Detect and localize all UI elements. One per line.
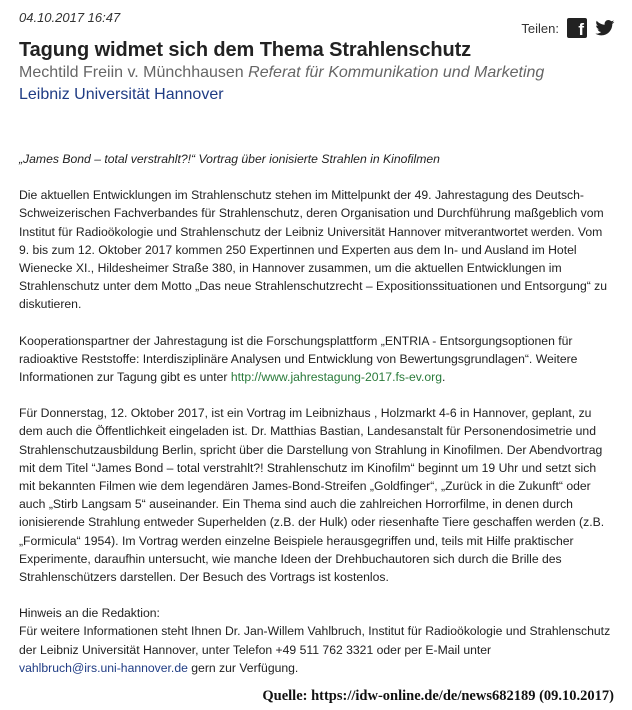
paragraph-2-end: . — [441, 370, 446, 385]
editor-note — [19, 604, 615, 677]
twitter-icon[interactable] — [595, 20, 615, 36]
share-label: Teilen: — [521, 20, 559, 36]
facebook-icon[interactable] — [567, 18, 587, 38]
paragraph-2-text: Kooperationspartner der Jahrestagung ist die Forschungsplattform „ENTRIA - Entsorgungsoptionen für radioaktive Reststoffe: Interdisziplinäre Analysen und Entwicklung von Bewertungsgrundlagen“. Weitere Informationen zur Tagung gibt es unter — [19, 333, 578, 385]
article-subtitle: „James Bond – total verstrahlt?!“ Vortrag über ionisierte Strahlen in Kinofilmen — [19, 152, 440, 166]
editor-note-end: gern zur Verfügung. — [187, 660, 299, 675]
author-line — [19, 64, 544, 82]
share-bar — [521, 18, 615, 38]
paragraph-3: Für Donnerstag, 12. Oktober 2017, ist ein Vortrag im Leibnizhaus , Holzmarkt 4-6 in Hannover, geplant, zu dem auch die Öffentlichkeit eingeladen ist. Dr. Matthias Bastian, Landesanstalt für Personendosimetrie und Strahlenschutzausbildung Berlin, spricht über die Darstellung von Strahlung in Kinofilmen. Der Abendvortrag mit dem Titel “James Bond – total verstrahlt?! Strahlenschutz im Kinofilm“ beginnt um 19 Uhr und setzt sich mit bekannten Filmen wie dem legendären James-Bond-Streifen „Goldfinger“, „Zurück in die Zukunft“ oder auch „Stirb Langsam 5“ auseinander. Ein Thema sind auch die zahlreichen Horrorfilme, in denen durch ionisierende Strahlung entweder Superhelden (z.B. der Hulk) oder riesenhafte Tiere geschaffen werden (z.B. „Formicula“ 1954). Im Vortrag werden einzelne Beispiele herausgegriffen und, teils mit Hilfe praktischer Experimente, daraufhin untersucht, wie manche Ideen der Drehbuchautoren sich durch die Brille des Strahlenschützers darstellen. Der Besuch des Vortrags ist kostenlos. — [19, 406, 605, 585]
source-caption: Quelle: https://idw-online.de/de/news682189 (09.10.2017) — [262, 688, 614, 704]
paragraph-2 — [19, 332, 615, 387]
editor-note-heading: Hinweis an die Redaktion: — [19, 606, 160, 621]
conference-link[interactable]: http://www.jahrestagung-2017.fs-ev.org — [230, 370, 442, 385]
institution-link[interactable]: Leibniz Universität Hannover — [19, 86, 224, 103]
publish-date: 04.10.2017 16:47 — [19, 10, 121, 25]
paragraph-1: Die aktuellen Entwicklungen im Strahlenschutz stehen im Mittelpunkt der 49. Jahrestagung des Deutsch-Schweizerischen Fachverbandes für Strahlenschutz, deren Organisation und Durchführung maßgeblich vom Institut für Radioökologie und Strahlenschutz der Leibniz Universität Hannover mitverantwortet werden. Vom 9. bis zum 12. Oktober 2017 kommen 250 Expertinnen und Experten aus dem In- und Ausland im Hotel Wienecke XI., Hildesheimer Straße 380, in Hannover zusammen, um die aktuellen Entwicklungen im Strahlenschutz unter dem Motto „Das neue Strahlenschutzrecht – Expositionssituationen und Entsorgung“ zu diskutieren. — [19, 188, 608, 312]
author-role: Referat für Kommunikation und Marketing — [248, 64, 545, 81]
article-title: Tagung widmet sich dem Thema Strahlenschutz — [19, 39, 472, 61]
facebook-glyph: f — [578, 20, 584, 38]
author-name: Mechtild Freiin v. Münchhausen — [19, 64, 244, 81]
article-body — [19, 150, 615, 695]
editor-note-text: Für weitere Informationen steht Ihnen Dr. Jan-Willem Vahlbruch, Institut für Radioökologie und Strahlenschutz der Leibniz Universität Hannover, unter Telefon +49 511 762 3321 oder per E-Mail unter — [19, 624, 611, 657]
contact-email-link[interactable]: vahlbruch@irs.uni-hannover.de — [19, 660, 188, 675]
